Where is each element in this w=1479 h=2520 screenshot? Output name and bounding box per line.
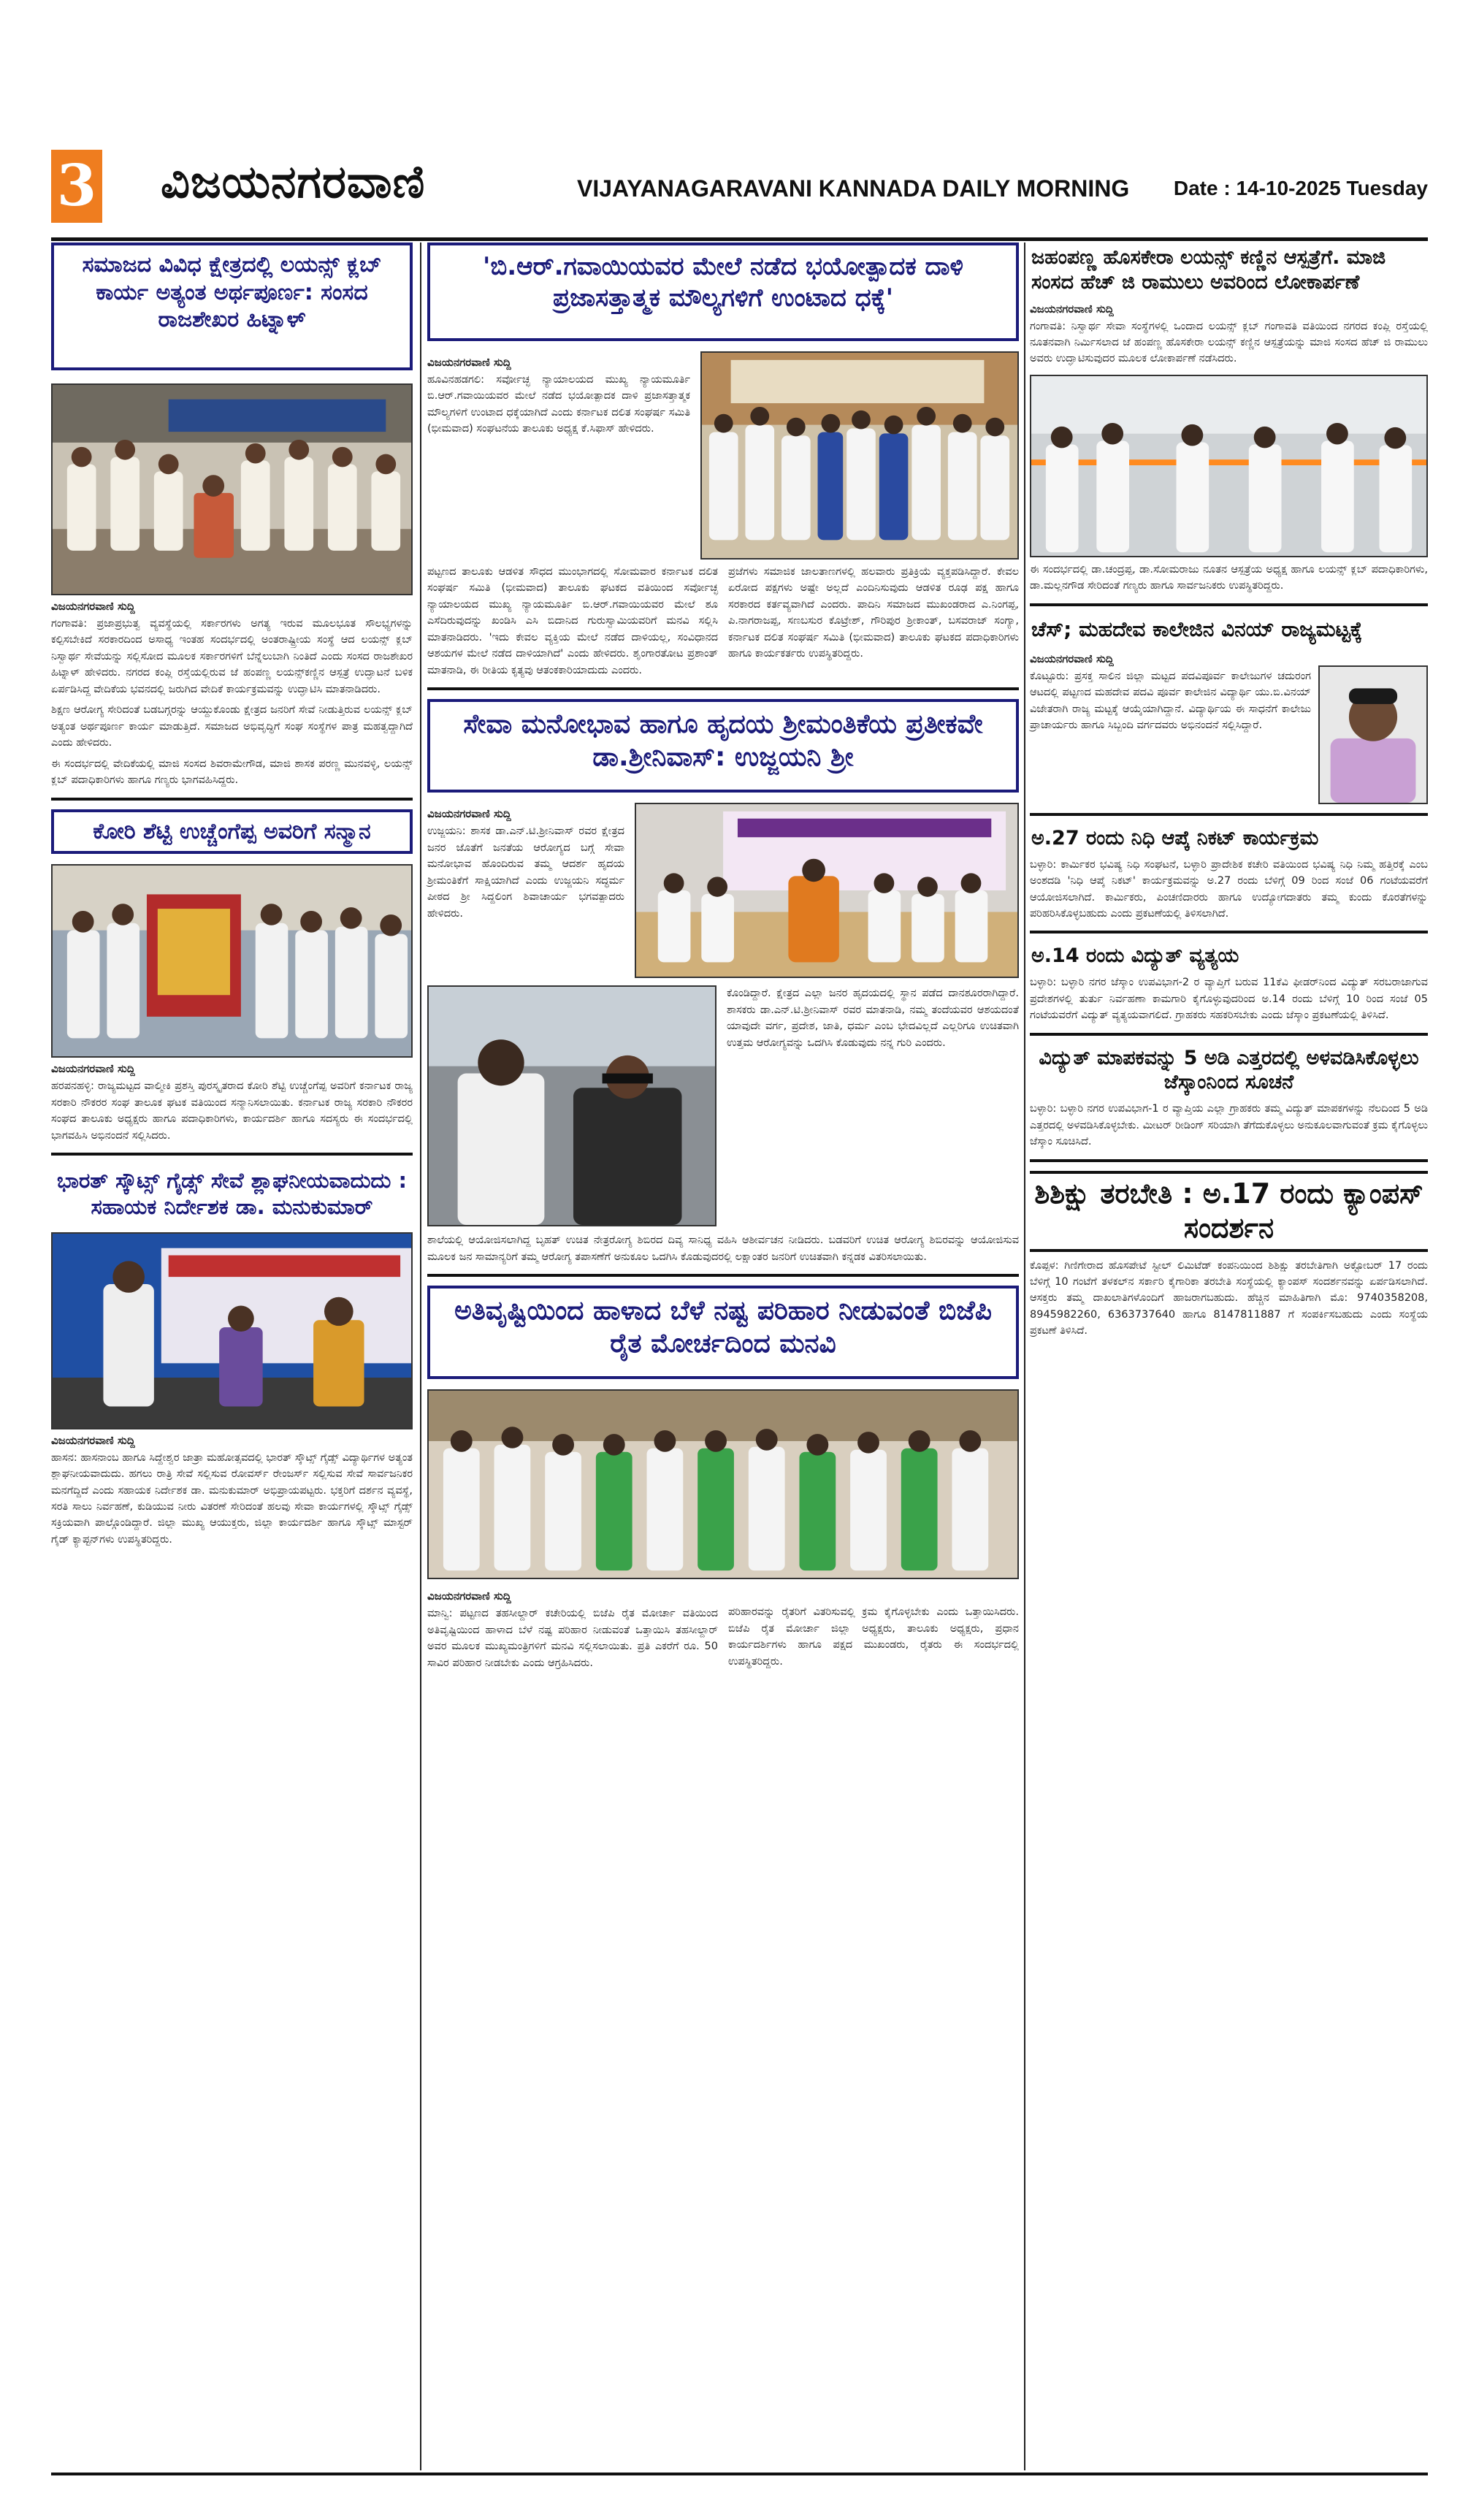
article-body: ಹರಪನಹಳ್ಳಿ: ರಾಜ್ಯಮಟ್ಟದ ವಾಲ್ಮೀಕಿ ಪ್ರಶಸ್ತಿ ಪುರಸ್ಕೃತರಾದ ಕೋರಿ ಶೆಟ್ಟಿ ಉಚ್ಚೆಂಗೆಪ್ಪ ಅವರಿಗೆ ಕರ್ನಾಟಕ ರಾಜ್ಯ ಸರಕಾರಿ ನೌಕರರ ಸಂಘ ತಾಲೂಕ ಘಟಕ ವತಿಯಿಂದ ಸನ್ಮಾನಿಸಲಾಯಿತು. ಕರ್ನಾಟಕ ರಾಜ್ಯ ಸರಕಾರಿ ನೌಕರರ ಸಂಘದ ತಾಲೂಕು ಅಧ್ಯಕ್ಷರು ಹಾಗೂ ಪದಾಧಿಕಾರಿಗಳು, ಕಾರ್ಯದರ್ಶಿ ಹಾಗೂ ಸದಸ್ಯರು ಈ ಸಂದರ್ಭದಲ್ಲಿ ಭಾಗವಹಿಸಿ ಅಭಿನಂದನೆ ಸಲ್ಲಿಸಿದರು. (51, 1080, 413, 1142)
article-body: ಪ್ರಜೆಗಳು ಸಮಾಜಿಕ ಜಾಲತಾಣಗಳಲ್ಲಿ ಹಲವಾರು ಪ್ರತಿಕ್ರಿಯೆ ವ್ಯಕ್ತಪಡಿಸಿದ್ದಾರೆ. ಕೇವಲ ಏರೋದ ಪಕ್ಷಗಳು ಅಷ್ಟೇ ಅಲ್ಲದೆ ಎಂದಿನಿಸುವುದು ಆಡಳಿತ ರೂಢ ಪಕ್ಷ ಹಾಗೂ ಸರಕಾರದ ಕರ್ತವ್ಯವಾಗಿದೆ ಎಂದರು. ಪಾದಿನಿ ಸಮಾಜದ ಮುಖಂಡರಾದ ಎ.ನಿಂಗಪ್ಪ, ಪಿ.ನಾಗರಾಜಪ್ಪ, ಸಣಬಸುರ ಕೊಟ್ರೇಶ್, ಗೌರಿಪುರ ಶ್ರೀಕಾಂತ್, ಬಸವರಾಜ್ ಸಂಗ್ಯಾ, ಕರ್ನಾಟಕ ದಲಿತ ಸಂಘರ್ಷ ಸಮಿತಿ (ಭೀಮವಾದ) ತಾಲೂಕು ಘಟಕದ ಪದಾಧಿಕಾರಿಗಳು ಹಾಗೂ ಕಾರ್ಯಕರ್ತರು ಉಪಸ್ಥಿತರಿದ್ದರು. (728, 566, 1019, 660)
article-headline: ಕೋರಿ ಶೆಟ್ಟಿ ಉಚ್ಚೆಂಗೆಪ್ಪ ಅವರಿಗೆ ಸನ್ಮಾನ (51, 809, 413, 855)
article-body: ಕೊಪ್ಪಳ: ಗಿಣಿಗೇರಾದ ಹೊಸಪೇಟೆ ಸ್ಟೀಲ್ ಲಿಮಿಟೆಡ್ ಕಂಪನಿಯಿಂದ ಶಿಶಿಕ್ಷು ತರಬೇತಿಗಾಗಿ ಅಕ್ಟೋಬರ್ 17 ರಂದು ಬೆಳಿಗ್ಗೆ 10 ಗಂಟೆಗೆ ತಳಕಲ್‌ನ ಸರ್ಕಾರಿ ಕೈಗಾರಿಕಾ ತರಬೇತಿ ಸಂಸ್ಥೆಯಲ್ಲಿ ಕ್ಯಾಂಪಸ್ ಸಂದರ್ಶನವನ್ನು ಏರ್ಪಡಿಸಲಾಗಿದೆ. ಆಸಕ್ತರು ತಮ್ಮ ದಾಖಲಾತಿಗಳೊಂದಿಗೆ ಹಾಜರಾಗಬಹುದು. ಹೆಚ್ಚಿನ ಮಾಹಿತಿಗಾಗಿ ಮೊ: 9740358208, 8945982260, 6363737640 ಹಾಗೂ 8147811887 ಗೆ ಸಂಪರ್ಕಿಸಬಹುದು ಎಂದು ಸಂಸ್ಥೆಯ ಪ್ರಕಟಣೆ ತಿಳಿಸಿದೆ. (1030, 1259, 1428, 1337)
article-body: ಪಟ್ಟಣದ ತಾಲೂಕು ಆಡಳಿತ ಸೌಧದ ಮುಂಭಾಗದಲ್ಲಿ ಸೋಮವಾರ ಕರ್ನಾಟಕ ದಲಿತ ಸಂಘರ್ಷ ಸಮಿತಿ (ಭೀಮವಾದ) ತಾಲೂಕು ಘಟಕದ ವತಿಯಿಂದ ಸರ್ವೋಚ್ಛ ನ್ಯಾಯಾಲಯದ ಮುಖ್ಯ ನ್ಯಾಯಮೂರ್ತಿ ಬಿ.ಆರ್.ಗವಾಯಿಯವರ ಮೇಲೆ ಶೂ ಎಸೆದಿರುವುದನ್ನು ಖಂಡಿಸಿ ಎಸಿ ಬಿದಾನಿದ ಗುರುಸ್ವಾಮಿಯವರಿಗೆ ಮನವಿ ಸಲ್ಲಿಸಿ ಮಾತನಾಡಿದರು. 'ಇದು ಕೇವಲ ವ್ಯಕ್ತಿಯ ಮೇಲೆ ನಡೆದ ದಾಳಿಯಲ್ಲ, ಸಂವಿಧಾನದ ಆಶಯಗಳ ಮೇಲೆ ನಡೆದ ದಾಳಿಯಾಗಿದೆ' ಎಂದು ಹೇಳಿದರು. ಶೃಂಗಾರತೋಟ ಪ್ರಶಾಂತ್ ಮಾತನಾಡಿ, ಈ ರೀತಿಯ ಕೃತ್ಯವು ಆತಂಕಕಾರಿಯಾದುದು ಎಂದರು. (427, 566, 718, 676)
article-gavai-attack (427, 243, 1019, 679)
article-byline: ವಿಜಯನಗರವಾಣಿ ಸುದ್ದಿ (1030, 302, 1114, 316)
article-byline: ವಿಜಯನಗರವಾಣಿ ಸುದ್ದಿ (427, 807, 511, 821)
news-photo (427, 985, 716, 1226)
article-power-cut (1030, 942, 1428, 1023)
article-body: ಕೊಟ್ಟೂರು: ಪ್ರಸಕ್ತ ಸಾಲಿನ ಜಿಲ್ಲಾ ಮಟ್ಟದ ಪದವಿಪೂರ್ವ ಕಾಲೇಜುಗಳ ಚದುರಂಗ ಆಟದಲ್ಲಿ ಪಟ್ಟಣದ ಮಹದೇವ ಪದವಿ ಪೂರ್ವ ಕಾಲೇಜಿನ ವಿದ್ಯಾರ್ಥಿ ಯು.ಬಿ.ವಿನಯ್ ವಿಜೇತರಾಗಿ ರಾಜ್ಯ ಮಟ್ಟಕ್ಕೆ ಆಯ್ಕೆಯಾಗಿದ್ದಾನೆ. ವಿದ್ಯಾರ್ಥಿಯ ಈ ಸಾಧನೆಗೆ ಕಾಲೇಜು ಪ್ರಾಚಾರ್ಯರು ಹಾಗೂ ಸಿಬ್ಬಂದಿ ವರ್ಗದವರು ಅಭಿನಂದನೆ ಸಲ್ಲಿಸಿದ್ದಾರೆ. (1030, 670, 1311, 732)
article-headline: ಅತಿವೃಷ್ಟಿಯಿಂದ ಹಾಳಾದ ಬೆಳೆ ನಷ್ಟ ಪರಿಹಾರ ನೀಡುವಂತೆ ಬಿಜೆಪಿ ರೈತ ಮೋರ್ಚದಿಂದ ಮನವಿ (427, 1286, 1019, 1379)
article-headline: ಜಹಂಪಣ್ಣ ಹೊಸಕೇರಾ ಲಯನ್ಸ್ ಕಣ್ಣಿನ ಆಸ್ಪತ್ರೆಗೆ. ಮಾಜಿ ಸಂಸದ ಹೆಚ್ ಜಿ ರಾಮುಲು ಅವರಿಂದ ಲೋಕಾರ್ಪಣೆ (1031, 246, 1386, 294)
article-headline: ವಿದ್ಯುತ್ ಮಾಪಕವನ್ನು 5 ಅಡಿ ಎತ್ತರದಲ್ಲಿ ಅಳವಡಿಸಿಕೊಳ್ಳಲು ಜೆಸ್ಕಾಂನಿಂದ ಸೂಚನೆ (1039, 1046, 1419, 1094)
article-byline: ವಿಜಯನಗರವಾಣಿ ಸುದ್ದಿ (427, 1589, 511, 1603)
article-body: ಉಜ್ಜಯನಿ: ಶಾಸಕ ಡಾ.ಎನ್.ಟಿ.ಶ್ರೀನಿವಾಸ್ ರವರ ಕ್ಷೇತ್ರದ ಜನರ ಜೊತೆಗೆ ಜನತೆಯ ಆರೋಗ್ಯದ ಬಗ್ಗೆ ಸೇವಾ ಮನೋಭಾವ ಹೊಂದಿರುವ ತಮ್ಮ ಆದರ್ಶ ಹೃದಯ ಶ್ರೀಮಂತಿಕೆಗೆ ಸಾಕ್ಷಿಯಾಗಿದೆ ಎಂದು ಉಜ್ಜಯನಿ ಸದ್ಧರ್ಮ ಪೀಠದ ಶ್ರೀ ಸಿದ್ದಲಿಂಗ ಶಿವಾಚಾರ್ಯ ಭಗವತ್ಪಾದರು ಹೇಳಿದರು. (427, 825, 624, 920)
article-headline: ಸಮಾಜದ ವಿವಿಧ ಕ್ಷೇತ್ರದಲ್ಲಿ ಲಯನ್ಸ್ ಕ್ಲಬ್ ಕಾರ್ಯ ಅತ್ಯಂತ ಅರ್ಥಪೂರ್ಣ: ಸಂಸದ ರಾಜಶೇಖರ ಹಿಟ್ನಾಳ್ (51, 243, 413, 370)
news-photo (427, 1389, 1019, 1579)
article-nidhi-aapke-nikat (1030, 825, 1428, 923)
newspaper-name-kannada: ವಿಜಯನಗರವಾಣಿ (161, 155, 426, 208)
article-body: ಬಳ್ಳಾರಿ: ಕಾರ್ಮಿಕರ ಭವಿಷ್ಯ ನಿಧಿ ಸಂಘಟನೆ, ಬಳ್ಳಾರಿ ಪ್ರಾದೇಶಿಕ ಕಚೇರಿ ವತಿಯಿಂದ ಭವಿಷ್ಯ ನಿಧಿ ನಿಮ್ಮ ಹತ್ತಿರಕ್ಕೆ ಎಂಬ ಅಂಶದಡಿ 'ನಿಧಿ ಆಪ್ಕೆ ನಿಕಟ್' ಕಾರ್ಯಕ್ರಮವನ್ನು ಅ.27 ರಂದು ಬೆಳಿಗ್ಗೆ 09 ರಿಂದ ಸಂಜೆ 06 ಗಂಟೆಯವರೆಗೆ ಆಯೋಜಿಸಲಾಗಿದೆ. ಕಾರ್ಮಿಕರು, ಪಿಂಚಣಿದಾರರು ಹಾಗೂ ಉದ್ಯೋಗದಾತರು ತಮ್ಮ ಕುಂದು ಕೊರತೆಗಳನ್ನು ಪರಿಹರಿಸಿಕೊಳ್ಳಬಹುದು ಎಂದು ಪ್ರಕಟಣೆಯಲ್ಲಿ ತಿಳಿಸಲಾಗಿದೆ. (1030, 858, 1428, 920)
column-divider (1024, 243, 1025, 2470)
article-separator (51, 1153, 413, 1156)
article-chess (1030, 615, 1428, 804)
article-body: ಶಿಕ್ಷಣ ಆರೋಗ್ಯ ಸೇರಿದಂತೆ ಬಡಬಗ್ಗರನ್ನು ಆಯ್ದುಕೊಂಡು ಕ್ಷೇತ್ರದ ಜನರಿಗೆ ಸೇವೆ ನೀಡುತ್ತಿರುವ ಲಯನ್ಸ್ ಕ್ಲಬ್ ಅತ್ಯಂತ ಅರ್ಥಪೂರ್ಣ ಕಾರ್ಯ ಮಾಡುತ್ತಿದೆ. ಸಮಾಜದ ಅಭಿವೃದ್ಧಿಗೆ ಸಂಘ ಸಂಸ್ಥೆಗಳ ಪಾತ್ರ ಮಹತ್ವದ್ದಾಗಿದೆ ಎಂದು ಹೇಳಿದರು. (51, 704, 413, 749)
article-separator (427, 1274, 1019, 1277)
article-body: ಮಾನ್ವಿ: ಪಟ್ಟಣದ ತಹಸೀಲ್ದಾರ್ ಕಚೇರಿಯಲ್ಲಿ ಬಿಜೆಪಿ ರೈತ ಮೋರ್ಚಾ ವತಿಯಿಂದ ಅತಿವೃಷ್ಟಿಯಿಂದ ಹಾಳಾದ ಬೆಳೆ ನಷ್ಟ ಪರಿಹಾರ ನೀಡುವಂತೆ ಒತ್ತಾಯಿಸಿ ತಹಸೀಲ್ದಾರ್ ಅವರ ಮೂಲಕ ಮುಖ್ಯಮಂತ್ರಿಗಳಿಗೆ ಮನವಿ ಸಲ್ಲಿಸಲಾಯಿತು. ಪ್ರತಿ ಎಕರೆಗೆ ರೂ. 50 ಸಾವಿರ ಪರಿಹಾರ ನೀಡಬೇಕು ಎಂದು ಆಗ್ರಹಿಸಿದರು. (427, 1608, 718, 1669)
article-headline: ಅ.14 ರಂದು ವಿದ್ಯುತ್ ವ್ಯತ್ಯಯ (1031, 944, 1239, 968)
column-divider (420, 243, 421, 2470)
article-body: ಈ ಸಂದರ್ಭದಲ್ಲಿ ವೇದಿಕೆಯಲ್ಲಿ ಮಾಜಿ ಸಂಸದ ಶಿವರಾಮೇಗೌಡ, ಮಾಜಿ ಶಾಸಕ ಪರಣ್ಣ ಮುನವಳ್ಳಿ, ಲಯನ್ಸ್ ಕ್ಲಬ್ ಪದಾಧಿಕಾರಿಗಳು ಹಾಗೂ ಗಣ್ಯರು ಭಾಗವಹಿಸಿದ್ದರು. (51, 757, 413, 787)
news-photo (51, 1232, 413, 1429)
page-bottom-rule (51, 2473, 1428, 2475)
article-body: ಪರಿಹಾರವನ್ನು ರೈತರಿಗೆ ವಿತರಿಸುವಲ್ಲಿ ಕ್ರಮ ಕೈಗೊಳ್ಳಬೇಕು ಎಂದು ಒತ್ತಾಯಿಸಿದರು. ಬಿಜೆಪಿ ರೈತ ಮೋರ್ಚಾ ಜಿಲ್ಲಾ ಅಧ್ಯಕ್ಷರು, ತಾಲೂಕು ಅಧ್ಯಕ್ಷರು, ಪ್ರಧಾನ ಕಾರ್ಯದರ್ಶಿಗಳು ಹಾಗೂ ಪಕ್ಷದ ಮುಖಂಡರು, ರೈತರು ಈ ಸಂದರ್ಭದಲ್ಲಿ ಉಪಸ್ಥಿತರಿದ್ದರು. (728, 1606, 1019, 1668)
news-photo (51, 383, 413, 595)
column-left (51, 243, 413, 1548)
article-eye-hospital (1030, 243, 1428, 595)
article-body: ಶಾಲೆಯಲ್ಲಿ ಆಯೋಜಿಸಲಾಗಿದ್ದ ಬೃಹತ್ ಉಚಿತ ನೇತ್ರರೋಗ್ಯ ಶಿಬಿರದ ದಿವ್ಯ ಸಾನಿಧ್ಯ ವಹಿಸಿ ಆಶೀರ್ವಚನ ನೀಡಿದರು. ಬಡವರಿಗೆ ಉಚಿತ ಆರೋಗ್ಯ ಶಿಬಿರವನ್ನು ಆಯೋಜಿಸುವ ಮೂಲಕ ಜನ ಸಾಮಾನ್ಯರಿಗೆ ತಮ್ಮ ಆರೋಗ್ಯ ತಪಾಸಣೆಗೆ ಅನುಕೂಲ ಒದಗಿಸಿ ಕೊಡುವುದರಲ್ಲಿ ಲಕ್ಷಾಂತರ ಜನರಿಗೆ ಉಚಿತವಾಗಿ ಕನ್ನಡಕ ವಿತರಿಸಲಾಯಿತು. (427, 1234, 1019, 1263)
article-meter-notice (1030, 1045, 1428, 1150)
news-photo (700, 351, 1019, 560)
article-separator (1030, 1159, 1428, 1162)
article-felicitation (51, 809, 413, 1144)
news-photo (1030, 375, 1428, 557)
article-byline: ವಿಜಯನಗರವಾಣಿ ಸುದ್ದಿ (1030, 652, 1114, 665)
article-byline: ವಿಜಯನಗರವಾಣಿ ಸುದ್ದಿ (51, 1433, 135, 1447)
article-headline: 'ಬಿ.ಆರ್.ಗವಾಯಿಯವರ ಮೇಲೆ ನಡೆದ ಭಯೋತ್ಪಾದಕ ದಾಳಿ ಪ್ರಜಾಸತ್ತಾತ್ಮಕ ಮೌಲ್ಯಗಳಿಗೆ ಉಂಟಾದ ಧಕ್ಕೆ' (427, 243, 1019, 341)
article-headline: ಚೆಸ್; ಮಹದೇವ ಕಾಲೇಜಿನ ವಿನಯ್ ರಾಜ್ಯಮಟ್ಟಕ್ಕೆ (1031, 616, 1363, 641)
article-body: ಈ ಸಂದರ್ಭದಲ್ಲಿ ಡಾ.ಚಂದ್ರಪ್ಪ, ಡಾ.ಸೋಮರಾಜು ನೂತನ ಆಸ್ಪತ್ರೆಯ ಅಧ್ಯಕ್ಷ ಹಾಗೂ ಲಯನ್ಸ್ ಕ್ಲಬ್ ಪದಾಧಿಕಾರಿಗಳು, ಡಾ.ಮಲ್ಲನಗೌಡ ಸೇರಿದಂತೆ ಗಣ್ಯರು ಹಾಗೂ ಸಾರ್ವಜನಿಕರು ಉಪಸ್ಥಿತರಿದ್ದರು. (1030, 563, 1428, 592)
newspaper-name-english: VIJAYANAGARAVANI KANNADA DAILY MORNING (577, 175, 1130, 202)
article-body: ಕೊಂಡಿದ್ದಾರೆ. ಕ್ಷೇತ್ರದ ಎಲ್ಲಾ ಜನರ ಹೃದಯದಲ್ಲಿ ಸ್ಥಾನ ಪಡೆದ ದಾನಶೂರರಾಗಿದ್ದಾರೆ. ಶಾಸಕರು ಡಾ.ಎನ್.ಟಿ.ಶ್ರೀನಿವಾಸ್ ರವರ ಮಾತನಾಡಿ, ನಮ್ಮ ತಂದೆಯವರ ಆಶಯದಂತೆ ಯಾವುದೇ ವರ್ಗ, ಪ್ರದೇಶ, ಜಾತಿ, ಧರ್ಮ ಎಂಬ ಭೇದವಿಲ್ಲದೆ ಎಲ್ಲರಿಗೂ ಉಚಿತವಾಗಿ ಉತ್ತಮ ಆರೋಗ್ಯವನ್ನು ಒದಗಿಸಿ ಕೊಡುವುದು ನನ್ನ ಗುರಿ ಎಂದರು. (727, 988, 1019, 1049)
column-right (1030, 243, 1428, 1340)
article-separator (1030, 931, 1428, 933)
article-byline: ವಿಜಯನಗರವಾಣಿ ಸುದ್ದಿ (51, 1062, 135, 1076)
article-body: ಗಂಗಾವತಿ: ನಿಸ್ವಾರ್ಥ ಸೇವಾ ಸಂಸ್ಥೆಗಳಲ್ಲಿ ಒಂದಾದ ಲಯನ್ಸ್ ಕ್ಲಬ್ ಗಂಗಾವತಿ ವತಿಯಿಂದ ನಗರದ ಕಂಪ್ಲಿ ರಸ್ತೆಯಲ್ಲಿ ನೂತನವಾಗಿ ನಿರ್ಮಿಸಲಾದ ಜೆ ಹಂಪಣ್ಣ ಹೊಸಕೇರಾ ಲಯನ್ಸ್ ಕಣ್ಣಿನ ಆಸ್ಪತ್ರೆಯನ್ನು ಮಾಜಿ ಸಂಸದ ಹೆಚ್ ಜಿ ರಾಮುಲು ಅವರು ಉದ್ಘಾಟಿಸುವುದರ ಮೂಲಕ ಲೋಕಾರ್ಪಣೆ ನಡೆಸಿದರು. (1030, 320, 1428, 365)
article-headline: ಸೇವಾ ಮನೋಭಾವ ಹಾಗೂ ಹೃದಯ ಶ್ರೀಮಂತಿಕೆಯ ಪ್ರತೀಕವೇ ಡಾ.ಶ್ರೀನಿವಾಸ್: ಉಜ್ಜಯನಿ ಶ್ರೀ (427, 699, 1019, 793)
article-crop-loss (427, 1286, 1019, 1671)
article-body: ಬಳ್ಳಾರಿ: ಬಳ್ಳಾರಿ ನಗರ ಉಪವಿಭಾಗ-1 ರ ವ್ಯಾಪ್ತಿಯ ಎಲ್ಲಾ ಗ್ರಾಹಕರು ತಮ್ಮ ವಿದ್ಯುತ್ ಮಾಪಕಗಳನ್ನು ನೆಲದಿಂದ 5 ಅಡಿ ಎತ್ತರದಲ್ಲಿ ಅಳವಡಿಸಿಕೊಳ್ಳಬೇಕು. ಮೀಟರ್ ರೀಡಿಂಗ್ ಸರಿಯಾಗಿ ತೆಗೆದುಕೊಳ್ಳಲು ಅನುಕೂಲವಾಗುವಂತೆ ಕ್ರಮ ಕೈಗೊಳ್ಳಲು ಜೆಸ್ಕಾಂ ಸೂಚಿಸಿದೆ. (1030, 1103, 1428, 1148)
page-number: 3 (51, 150, 102, 223)
article-byline: ವಿಜಯನಗರವಾಣಿ ಸುದ್ದಿ (51, 600, 135, 613)
article-lions-club (51, 243, 413, 789)
article-body: ಬಳ್ಳಾರಿ: ಬಳ್ಳಾರಿ ನಗರ ಜೆಸ್ಕಾಂ ಉಪವಿಭಾಗ-2 ರ ವ್ಯಾಪ್ತಿಗೆ ಬರುವ 11ಕೆವಿ ಫೀಡರ್‌ನಿಂದ ವಿದ್ಯುತ್ ಸರಬರಾಜಾಗುವ ಪ್ರದೇಶಗಳಲ್ಲಿ ತುರ್ತು ನಿರ್ವಹಣಾ ಕಾಮಗಾರಿ ಕೈಗೊಳ್ಳುವುದರಿಂದ ಅ.14 ರಂದು ಬೆಳಿಗ್ಗೆ 10 ರಿಂದ ಸಂಜೆ 05 ಗಂಟೆಯವರೆಗೆ ವಿದ್ಯುತ್ ವ್ಯತ್ಯಯವಾಗಲಿದೆ. ಗ್ರಾಹಕರು ಸಹಕರಿಸಬೇಕು ಎಂದು ಜೆಸ್ಕಾಂ ಪ್ರಕಟಣೆಯಲ್ಲಿ ತಿಳಿಸಿದೆ. (1030, 977, 1428, 1022)
article-byline: ವಿಜಯನಗರವಾಣಿ ಸುದ್ದಿ (427, 356, 511, 369)
article-scouts-guides (51, 1164, 413, 1548)
article-srinivas (427, 699, 1019, 1265)
article-headline: ಭಾರತ್ ಸ್ಕೌಟ್ಸ್ ಗೈಡ್ಸ್ ಸೇವೆ ಶ್ಲಾಘನೀಯವಾದುದು : ಸಹಾಯಕ ನಿರ್ದೇಶಕ ಡಾ. ಮನುಕುಮಾರ್ (56, 1168, 408, 1220)
article-apprentice-campus (1030, 1171, 1428, 1340)
article-body: ಹೂವಿನಹಡಗಲಿ: ಸರ್ವೋಚ್ಛ ನ್ಯಾಯಾಲಯದ ಮುಖ್ಯ ನ್ಯಾಯಮೂರ್ತಿ ಬಿ.ಆರ್.ಗವಾಯಿಯವರ ಮೇಲೆ ನಡೆದ ಭಯೋತ್ಪಾದಕ ದಾಳಿ ಪ್ರಜಾಸತ್ತಾತ್ಮಕ ಮೌಲ್ಯಗಳಿಗೆ ಉಂಟಾದ ಧಕ್ಕೆಯಾಗಿದೆ ಎಂದು ಕರ್ನಾಟಕ ದಲಿತ ಸಂಘರ್ಷ ಸಮಿತಿ (ಭೀಮವಾದ) ಸಂಘಟನೆಯ ತಾಲೂಕು ಅಧ್ಯಕ್ಷ ಕೆ.ಸಿಫಾಸ್ ಹೇಳಿದರು. (427, 374, 690, 435)
article-body: ಗಂಗಾವತಿ: ಪ್ರಜಾಪ್ರಭುತ್ವ ವ್ಯವಸ್ಥೆಯಲ್ಲಿ ಸರ್ಕಾರಗಳು ಅಗತ್ಯ ಇರುವ ಮೂಲಭೂತ ಸೌಲಭ್ಯಗಳನ್ನು ಕಲ್ಪಿಸಬೇಕಿದೆ ಸರಕಾರದಿಂದ ಅಸಾಧ್ಯ ಇಂತಹ ಸಂದರ್ಭದಲ್ಲಿ ಅಂತರಾಷ್ಟ್ರೀಯ ಸಂಸ್ಥೆ ಆದ ಲಯನ್ಸ್ ಕ್ಲಬ್ ನಿಸ್ವಾರ್ಥ ಸೇವೆಯನ್ನು ಸಲ್ಲಿಸೋದ ಮೂಲಕ ಸರ್ಕಾರಗಳಿಗೆ ಬೆನ್ನೆಲುಬಾಗಿ ನಿಂತಿದೆ ಎಂದು ಸಂಸದ ರಾಜಶೇಖರ ಹಿಟ್ನಾಳ್ ಹೇಳಿದರು. ನಗರದ ಕಂಪ್ಲಿ ರಸ್ತೆಯಲ್ಲಿರುವ ಜೆ ಹಂಪಣ್ಣ ಲಯನ್ಸ್‌ಕಣ್ಣಿನ ಆಸ್ಪತ್ರೆ ಉದ್ಘಾಟನೆ ಬಳಿಕ ಏರ್ಪಡಿಸಿದ್ದ ವೇದಿಕೆಯ ಭವನದಲ್ಲಿ ಜರುಗಿದ ವೇದಿಕೆ ಕಾರ್ಯಕ್ರಮವನ್ನು ಉದ್ಘಾಟಿಸಿ ಮಾತನಾಡಿದರು. (51, 618, 413, 695)
article-separator (1030, 603, 1428, 606)
article-separator (1030, 1033, 1428, 1036)
masthead (51, 146, 1428, 241)
news-photo (635, 803, 1019, 978)
column-center (427, 243, 1019, 1671)
article-separator (427, 687, 1019, 690)
article-separator (51, 798, 413, 801)
article-body: ಹಾಸನ: ಹಾಸನಾಂಬ ಹಾಗೂ ಸಿದ್ದೇಶ್ವರ ಜಾತ್ರಾ ಮಹೋತ್ಸವದಲ್ಲಿ ಭಾರತ್ ಸ್ಕೌಟ್ಸ್ ಗೈಡ್ಸ್ ವಿದ್ಯಾರ್ಥಿಗಳ ಅತ್ಯಂತ ಶ್ಲಾಘನೀಯವಾದುದು. ಹಗಲು ರಾತ್ರಿ ಸೇವೆ ಸಲ್ಲಿಸುವ ರೋವರ್ಸ್ ರೇಂಜರ್ಸ್ ಸಲ್ಲಿಸುವ ಸೇವೆ ಸಾರ್ವಜನಿಕರ ಮನಗೆದ್ದಿದೆ ಎಂದು ಸಹಾಯಕ ನಿರ್ದೇಶಕ ಡಾ. ಮನುಕುಮಾರ್ ಅಭಿಪ್ರಾಯಪಟ್ಟರು. ಭಕ್ತರಿಗೆ ದರ್ಶನ ವ್ಯವಸ್ಥೆ, ಸರತಿ ಸಾಲು ನಿರ್ವಹಣೆ, ಕುಡಿಯುವ ನೀರು ವಿತರಣೆ ಸೇರಿದಂತೆ ಹಲವು ಸೇವಾ ಕಾರ್ಯಗಳಲ್ಲಿ ಸ್ಕೌಟ್ಸ್ ಗೈಡ್ಸ್ ಸಕ್ರಿಯವಾಗಿ ಪಾಲ್ಗೊಂಡಿದ್ದಾರೆ. ಜಿಲ್ಲಾ ಮುಖ್ಯ ಆಯುಕ್ತರು, ಜಿಲ್ಲಾ ಕಾರ್ಯದರ್ಶಿ ಹಾಗೂ ಸ್ಕೌಟ್ಸ್ ಮಾಸ್ಟರ್ ಗೈಡ್ ಕ್ಯಾಪ್ಟನ್‌ಗಳು ಉಪಸ್ಥಿತರಿದ್ದರು. (51, 1451, 413, 1546)
issue-date: Date : 14-10-2025 Tuesday (1173, 177, 1428, 199)
student-photo (1318, 665, 1428, 804)
news-photo (51, 864, 413, 1058)
article-headline: ಶಿಶಿಕ್ಷು ತರಬೇತಿ : ಅ.17 ರಂದು ಕ್ಯಾಂಪಸ್ ಸಂದರ್ಶನ (1030, 1171, 1428, 1252)
article-headline: ಅ.27 ರಂದು ನಿಧಿ ಆಪ್ಕೆ ನಿಕಟ್ ಕಾರ್ಯಕ್ರಮ (1031, 826, 1319, 849)
article-separator (1030, 813, 1428, 816)
